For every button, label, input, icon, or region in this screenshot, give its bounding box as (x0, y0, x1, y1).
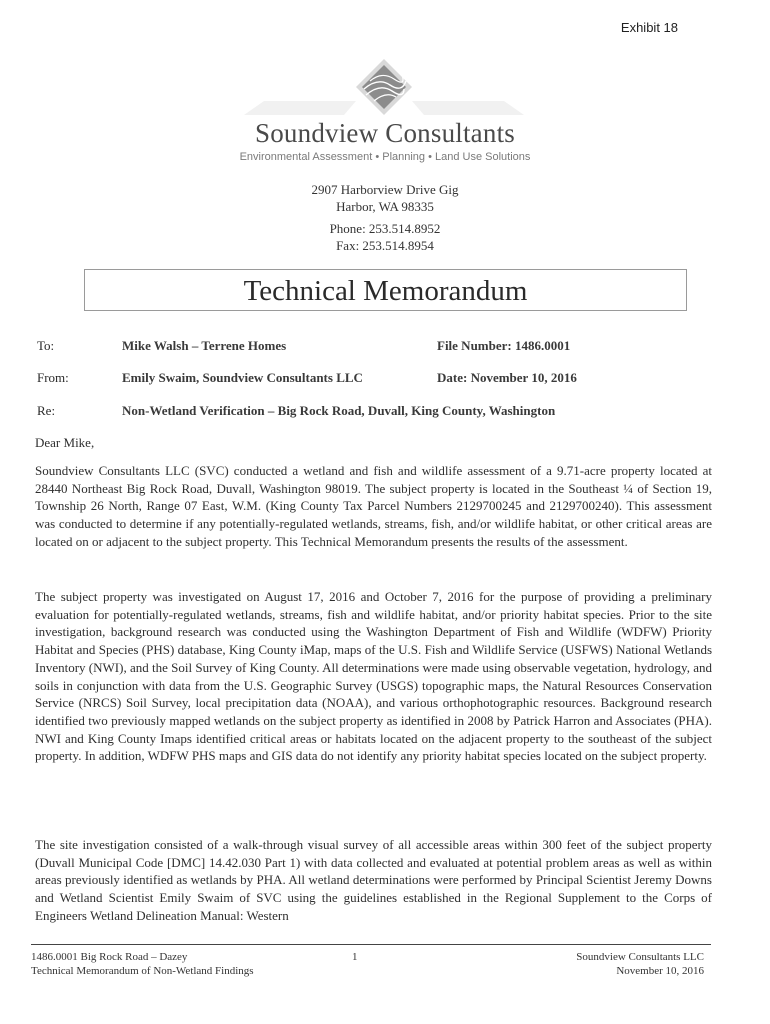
company-logo (0, 55, 770, 115)
footer-project: 1486.0001 Big Rock Road – Dazey (31, 951, 188, 963)
from-value: Emily Swaim, Soundview Consultants LLC (122, 370, 363, 385)
paragraph-3: The site investigation consisted of a walk-through visual survey of all accessible areas within 300 feet of the subject property (Duvall Municipal Code [DMC] 14.42.030 Part 1) with data collected and evaluated at potential problem areas as well as within areas previously identified as wetlands by PHA. All wetland determinations were performed by Principal Scientist Jeremy Downs and Wetland Scientist Emily Swaim of SVC using the guidelines established in the Regional Supplement to the Corps of Engineers Wetland Delineation Manual: Western (35, 837, 712, 923)
to-value: Mike Walsh – Terrene Homes (122, 338, 287, 353)
exhibit-label: Exhibit 18 (620, 20, 678, 35)
salutation: Dear Mike, (35, 435, 95, 450)
address-line-1: 2907 Harborview Drive Gig (311, 182, 459, 197)
memo-title: Technical Memorandum (84, 269, 687, 311)
page-number: 1 (352, 951, 358, 963)
from-label: From: (37, 370, 69, 385)
address-line-2: Harbor, WA 98335 (336, 199, 434, 214)
company-tagline: Environmental Assessment • Planning • Land Use Solutions (239, 151, 531, 163)
footer-divider (31, 944, 711, 945)
fax: Fax: 253.514.8954 (336, 238, 434, 253)
footer-date: November 10, 2016 (616, 965, 704, 977)
re-label: Re: (37, 403, 56, 418)
re-value: Non-Wetland Verification – Big Rock Road, Duvall, King County, Washington (122, 403, 556, 418)
paragraph-2: The subject property was investigated on August 17, 2016 and October 7, 2016 for the purpose of providing a preliminary evaluation for potentially-regulated wetlands, streams, fish and wildlife habitat, and/or priority habitat species. Prior to the site investigation, background research was conducted using the Washington Department of Fish and Wildlife (WDFW) Priority Habitat and Species (PHS) database, King County iMap, maps of the U.S. Fish and Wildlife Service (USFWS) National Wetlands Inventory (NWI), and the Soil Survey of King County. All determinations were made using observable vegetation, hydrology, and soils in conjunction with data from the U.S. Geographic Survey (USGS) topographic maps, the Natural Resources Conservation Service (NRCS) Soil Survey, local precipitation data (NOAA), and various orthophotographic resources. Background research identified two previously mapped wetlands on the subject property as identified in 2008 by Patrick Harron and Associates (PHA). NWI and King County Imaps identified critical areas or habitats located on the adjacent property to the southeast of the subject property. In addition, WDFW PHS maps and GIS data do not identify any priority habitat species located on the subject property. (35, 589, 712, 764)
file-number: File Number: 1486.0001 (437, 338, 571, 353)
memo-date: Date: November 10, 2016 (437, 370, 577, 385)
company-name: Soundview Consultants (255, 118, 515, 148)
phone: Phone: 253.514.8952 (329, 221, 441, 236)
paragraph-1: Soundview Consultants LLC (SVC) conducted a wetland and fish and wildlife assessment of a 9.71-acre property located at 28440 Northeast Big Rock Road, Duvall, Washington 98019. The subject property is located in the Southeast ¼ of Section 19, Township 26 North, Range 07 East, W.M. (King County Tax Parcel Numbers 2129700245 and 2129700240). This assessment was conducted to determine if any potentially-regulated wetlands, streams, fish, and/or wildlife habitat, or other critical areas are located on or adjacent to the subject property. This Technical Memorandum presents the results of the assessment. (35, 463, 712, 549)
to-label: To: (37, 338, 55, 353)
footer-company: Soundview Consultants LLC (576, 951, 704, 963)
footer-document-title: Technical Memorandum of Non-Wetland Findings (31, 965, 254, 977)
